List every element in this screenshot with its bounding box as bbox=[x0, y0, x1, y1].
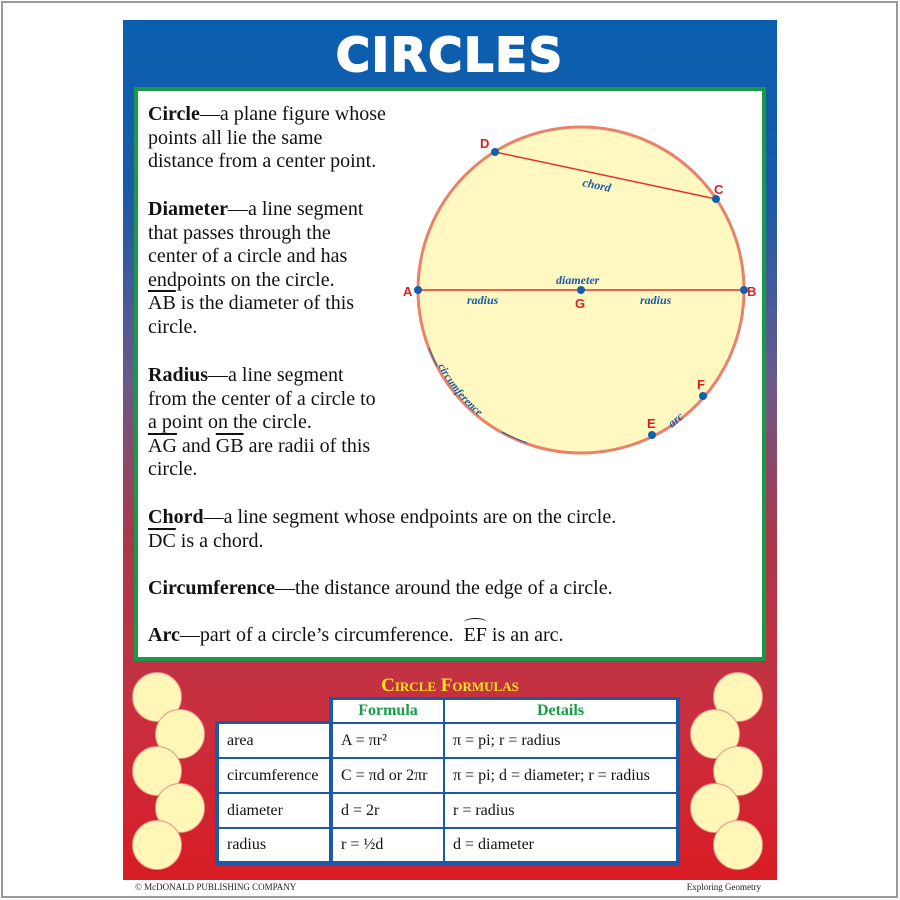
radius-label-right: radius bbox=[640, 293, 672, 307]
def-circumference: Circumference—the distance around the edge of a circle. bbox=[148, 577, 613, 599]
table-cell-formula: r = ½d bbox=[333, 829, 443, 861]
table-cell-details: π = pi; r = radius bbox=[445, 724, 676, 757]
header-formula: Formula bbox=[333, 700, 443, 722]
label-f: F bbox=[697, 377, 705, 392]
radius-label-left: radius bbox=[467, 293, 499, 307]
table-cell-name: radius bbox=[219, 829, 329, 861]
table-cell-formula: C = πd or 2πr bbox=[333, 759, 443, 792]
diameter-label: diameter bbox=[556, 273, 600, 287]
arc-label: arc bbox=[664, 409, 687, 431]
table-cell-name: circumference bbox=[219, 759, 329, 792]
footer-publisher: © McDONALD PUBLISHING COMPANY bbox=[135, 882, 297, 892]
table-cell-formula: d = 2r bbox=[333, 794, 443, 827]
coin-decoration bbox=[713, 820, 763, 870]
table-cell-name: diameter bbox=[219, 794, 329, 827]
formulas-table bbox=[215, 697, 680, 865]
table-cell-details: r = radius bbox=[445, 794, 676, 827]
label-c: C bbox=[714, 182, 724, 197]
header-details: Details bbox=[445, 700, 676, 722]
def-arc: Arc—part of a circle’s circumference. EF is an arc. bbox=[148, 624, 564, 646]
label-a: A bbox=[403, 284, 413, 299]
point-a bbox=[414, 286, 422, 294]
table-cell-formula: A = πr² bbox=[333, 724, 443, 757]
poster-title: CIRCLES bbox=[336, 28, 564, 82]
chord-label: chord bbox=[581, 175, 613, 195]
label-e: E bbox=[647, 416, 656, 431]
def-circle: Circle—a plane figure whose points all lie the same distance from a center point. bbox=[148, 103, 386, 172]
label-d: D bbox=[480, 136, 490, 151]
coin-decoration bbox=[132, 820, 182, 870]
table-cell-details: π = pi; d = diameter; r = radius bbox=[445, 759, 676, 792]
point-d bbox=[491, 148, 499, 156]
circumference-label: circumference bbox=[435, 361, 485, 419]
point-e bbox=[648, 431, 656, 439]
formulas-title: Circle Formulas bbox=[381, 675, 519, 696]
point-f bbox=[699, 392, 707, 400]
table-cell-name: area bbox=[219, 724, 329, 757]
footer-series: Exploring Geometry bbox=[686, 882, 761, 892]
point-g bbox=[577, 286, 585, 294]
def-diameter: Diameter—a line segment that passes through the center of a circle and has endpoints on the circle. $\overline{AB}$ is the diameter of this circle. bbox=[148, 198, 364, 338]
def-radius: Radius—a line segment from the center of a circle to a point on the circle. $\overline{AG}$ and $\overline{GB}$ are radii of this circle. bbox=[148, 364, 376, 480]
label-b: B bbox=[747, 284, 757, 299]
def-chord: Chord—a line segment whose endpoints are on the circle. $\overline{DC}$ is a chord. bbox=[148, 506, 617, 552]
table-cell-details: d = diameter bbox=[445, 829, 676, 861]
label-g: G bbox=[575, 296, 586, 311]
